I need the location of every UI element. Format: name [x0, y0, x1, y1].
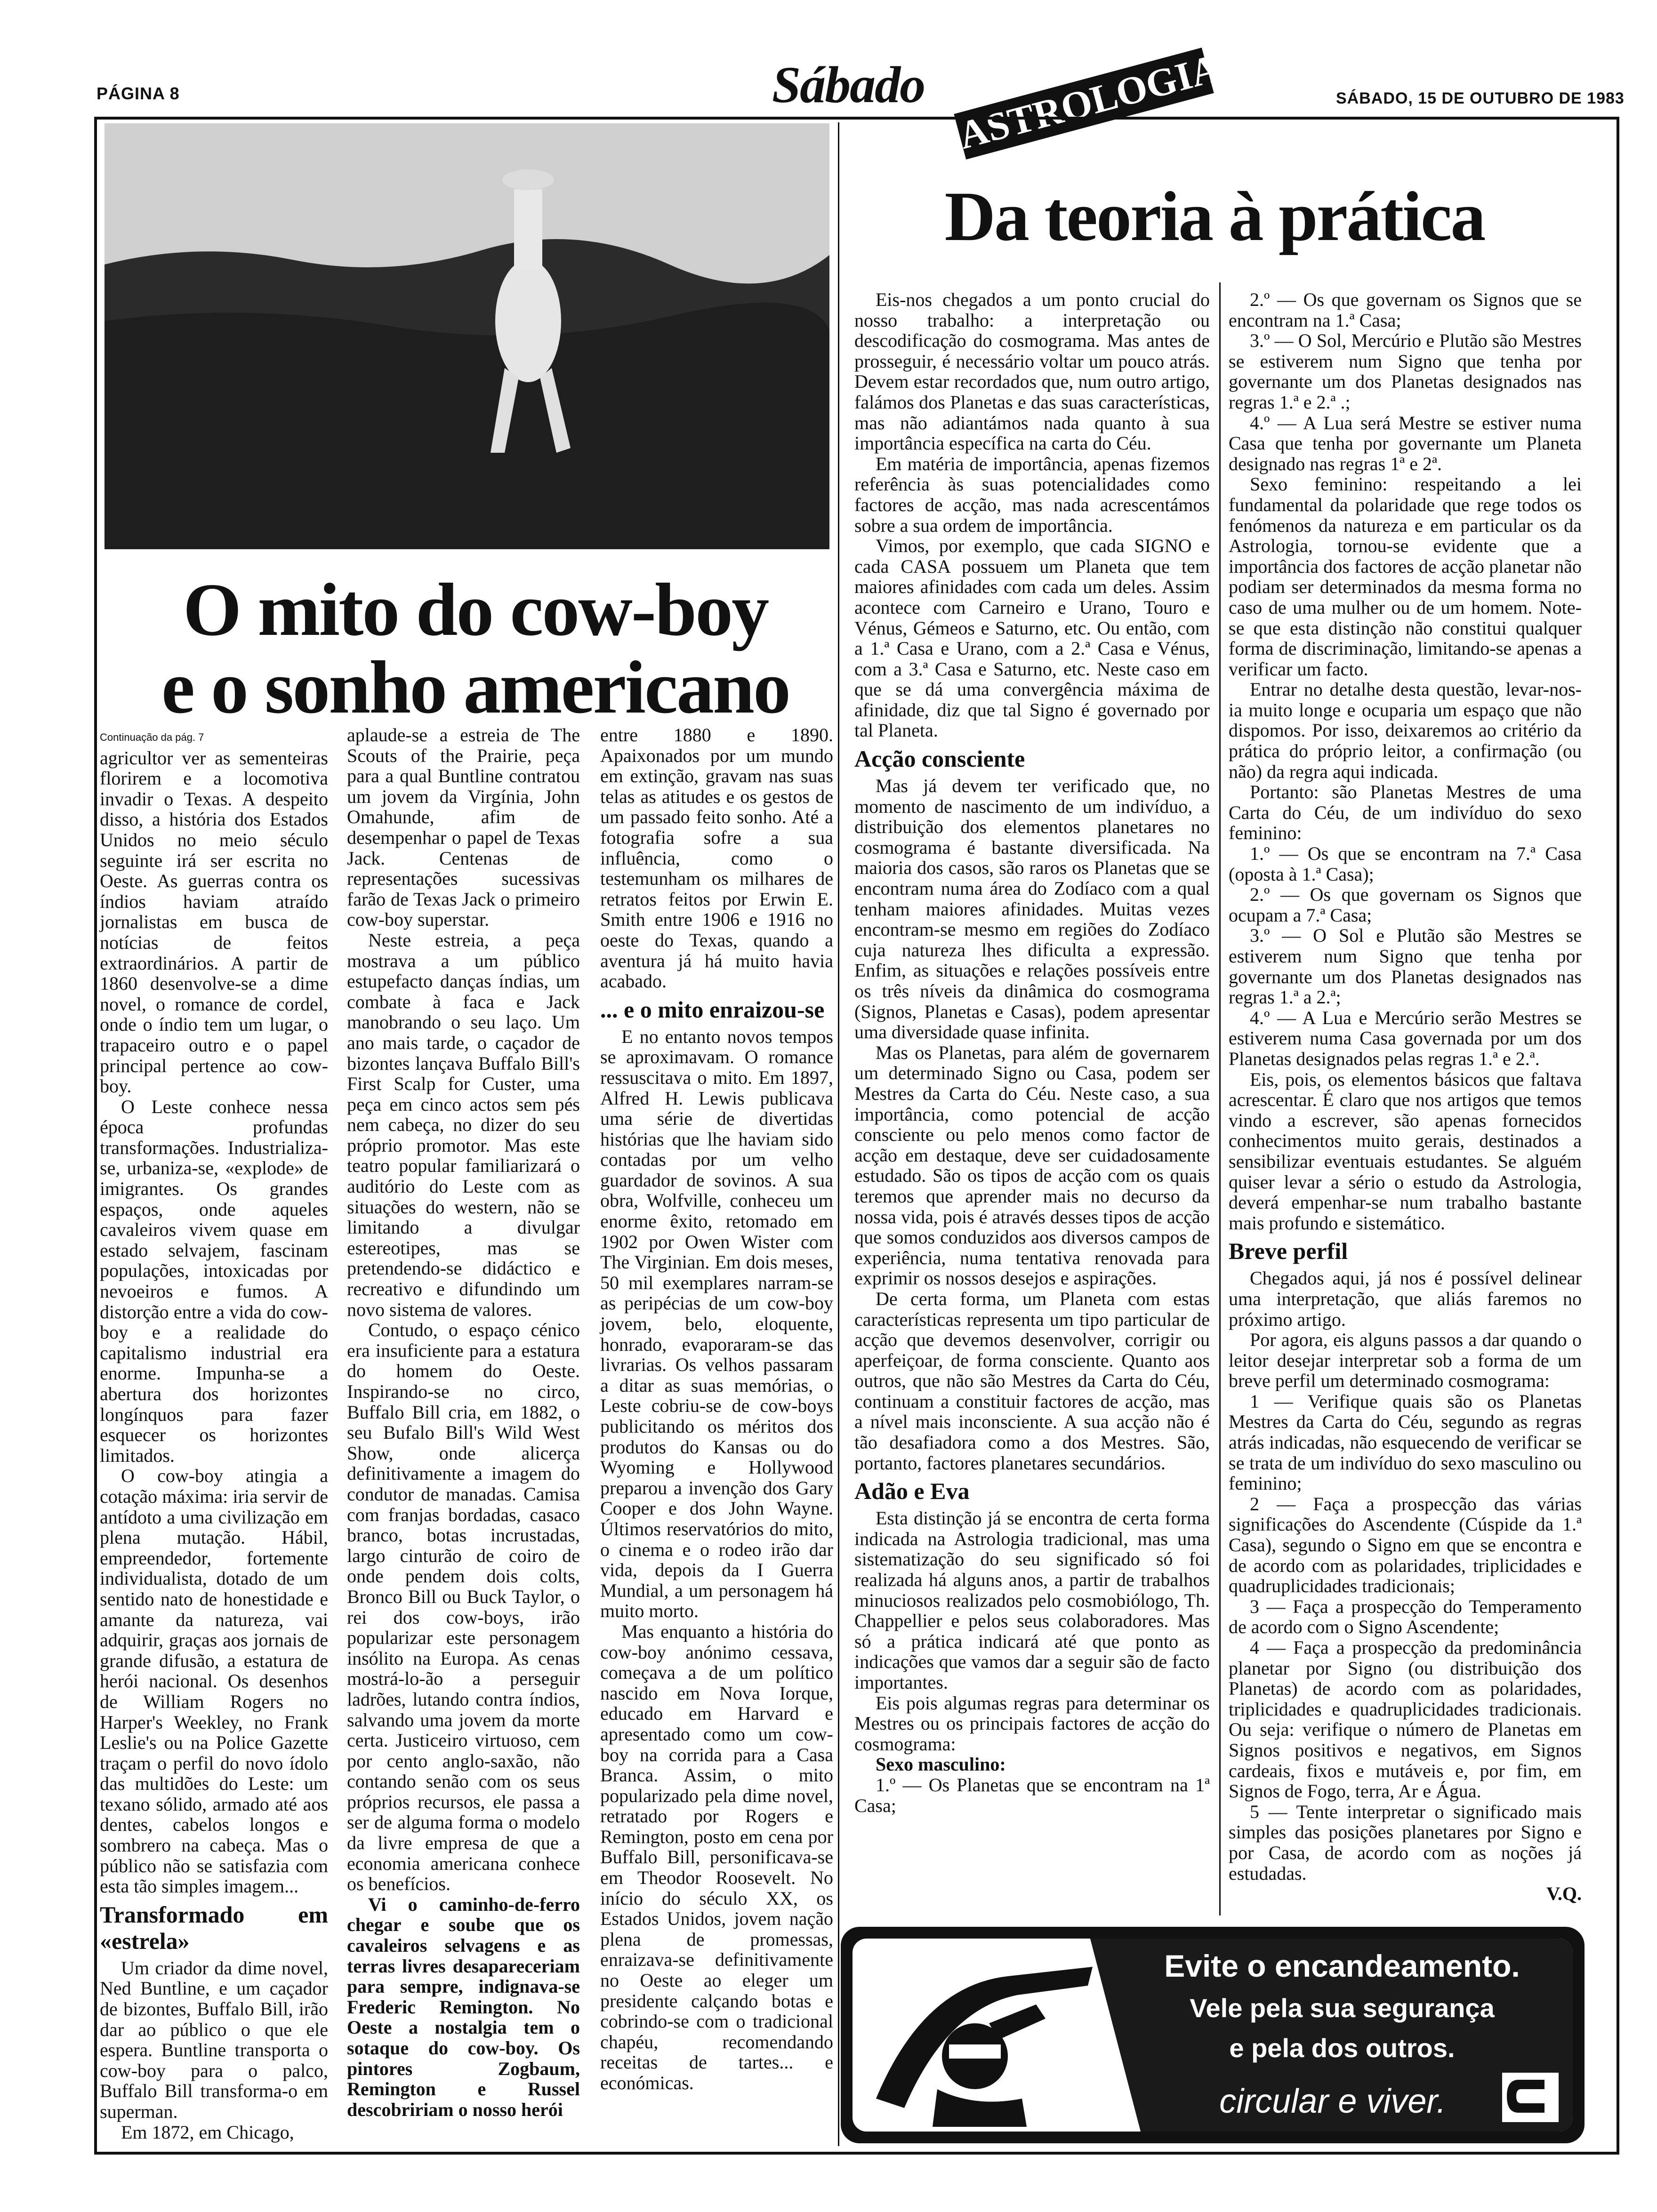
paragraph: O cow-boy atingia a cotação máxima: iria servir de antídoto a uma civilização em plena mutação. Hábil, empreendedor, fortemente individualista, dotado de um sentido nato de honestidade e amante da natureza, vai adquirir, graças aos jornais de grande difusão, a estatura de herói nacional. Os desenhos de William Rogers no Harper's Weekley, no Frank Leslie's ou na Police Gazette traçam o perfil do novo ídolo das multidões do Leste: um texano sólido, armado até aos dentes, cabelos longos e sombrero na cabeça. Mas o público não se satisfazia com esta tão simples imagem... — [100, 1465, 328, 1897]
paragraph: Por agora, eis alguns passos a dar quando o leitor desejar interpretar sob a forma de um breve perfil um determinado cosmograma: — [1229, 1329, 1582, 1392]
paragraph: Mas já devem ter verificado que, no momento de nascimento de um indivíduo, a distribuição dos elementos planetares no cosmograma é bastante diversificada. Na maioria dos casos, são raros os Planetas que se encontram numa área do Zodíaco com a qual tenham maiores afinidades. Muitas vezes encontram-se mesmo em regiões do Zodíaco cuja natureza lhes dificulta a expressão. Enfim, as situações e relações possíveis entre os três níveis da dinâmica do cosmograma (Signos, Planetas e Casas), podem apresentar uma diversidade quase infinita. — [854, 775, 1210, 1043]
ad-panel — [853, 1939, 1573, 2132]
road-safety-ad — [841, 1927, 1585, 2143]
left-col-1 — [100, 727, 328, 2142]
column-rule — [1219, 282, 1221, 1915]
paragraph: entre 1880 e 1890. Apaixonados por um mundo em extinção, gravam nas suas telas as atitudes e os gestos de um passado feito sonho. Até a fotografia sofre a sua influência, como o testemunham os milhares de retratos feitos por Erwin E. Smith entre 1906 e 1916 no oeste do Texas, quando a aventura já há muito havia acabado. — [600, 724, 833, 992]
right-col-4 — [854, 289, 1210, 1816]
label-sexo-masculino: Sexo masculino: — [876, 1754, 1006, 1775]
left-article-title-line1: O mito do cow-boy — [183, 568, 768, 651]
paragraph: Eis pois algumas regras para determinar os Mestres ou os principais factores de acção do cosmograma: — [854, 1692, 1210, 1755]
subheading-transformado: Transformado em «estrela» — [100, 1901, 328, 1954]
paragraph: Em 1872, em Chicago, — [121, 2121, 294, 2143]
paragraph: 3.º — O Sol e Plutão são Mestres se estiverem num Signo que tenha por governante um dos Planetas designados nas regras 1.ª a 2.ª; — [1229, 925, 1582, 1008]
right-col-5 — [1229, 289, 1582, 1904]
subheading-adao-e-eva: Adão e Eva — [854, 1478, 970, 1505]
paragraph: 1.º — Os que se encontram na 7.ª Casa (oposta à 1.ª Casa); — [1229, 843, 1582, 885]
column-rule — [838, 122, 839, 2146]
paragraph: 5 — Tente interpretar o significado mais simples das posições planetares por Signo e por Casa, de acordo com as noções já estudadas. — [1229, 1801, 1582, 1884]
page-number: PÁGINA 8 — [97, 84, 180, 103]
paragraph: 3 — Faça a prospecção do Temperamento de acordo com o Signo Ascendente; — [1229, 1595, 1582, 1638]
paragraph: 4.º — A Lua e Mercúrio serão Mestres se estiverem numa Casa governada por um dos Planetas designados pelas regras 1.ª e 2.ª. — [1229, 1007, 1582, 1069]
paragraph: De certa forma, um Planeta com estas características representa um tipo particular de acção que devemos desenvolver, corrigir ou aperfeiçoar, de forma consciente. Quanto aos outros, que não são Mestres da Carta do Céu, continuam a constituir factores de acção, mas a nível mais inconsciente. A sua acção não é tão desafiadora como a dos Mestres. São, portanto, factores planetares secundários. — [854, 1288, 1210, 1474]
section-stamp-astrologia: ASTROLOGIA — [954, 48, 1214, 160]
paragraph: 1.º — Os Planetas que se encontram na 1ª Casa; — [854, 1774, 1210, 1816]
paragraph: 1 — Verifique quais são os Planetas Mestres da Carta do Céu, segundo as regras atrás indicadas, não esquecendo de verificar se se trata de um indivíduo do sexo masculino ou feminino; — [1229, 1390, 1582, 1494]
paragraph: E no entanto novos tempos se aproximavam. O romance ressuscitava o mito. Em 1897, Alfred H. Lewis publicava uma série de divertidas histórias que lhe haviam sido contadas por um velho guardador de sovinos. A sua obra, Wolfville, conheceu um enorme êxito, retomado em 1902 por Owen Wister com The Virginian. Em dois meses, 50 mil exemplares narram-se as peripécias de um cow-boy jovem, belo, eloquente, honrado, evaporaram-se das livrarias. Os velhos passaram a ditar as suas memórias, o Leste cobriu-se de cow-boys publicitando os méritos dos produtos do Kansas ou do Wyoming e Hollywood preparou a invenção dos Gary Cooper e dos John Wayne. Últimos reservatórios do mito, o cinema e o rodeo irão dar vida, depois da I Guerra Mundial, a um personagem há muito morto. — [600, 1026, 833, 1622]
campaign-logo-icon — [1500, 2070, 1561, 2124]
ad-headline: Evite o encandeamento. — [1164, 1948, 1520, 1983]
paragraph: Mas os Planetas, para além de governarem um determinado Signo ou Casa, podem ser Mestres da Carta do Céu. Neste caso, a sua importância, como potencial de acção consciente ou pelo menos como factor de acção em destaque, deve ser cuidadosamente estudado. São os tipos de acção com os quais teremos que aprender mais no decurso da nossa vida, pois é através desses tipos de acção que somos conduzidos aos diversos campos de experiência, numa tentativa renovada para exprimir os nossos desejos e aspirações. — [854, 1042, 1210, 1289]
left-col-3 — [600, 725, 833, 2093]
paragraph: agricultor ver as sementeiras florirem e a locomotiva invadir o Texas. A despeito disso, a história dos Estados Unidos no meio século seguinte irá ser escrita no Oeste. As guerras contra os índios haviam atraído jornalistas em busca de notícias de feitos extraordinários. A partir de 1860 desenvolve-se a dime novel, o romance de cordel, onde o índio tem um lugar, o trapaceiro outro e o papel principal pertence ao cow-boy. — [100, 747, 328, 1097]
left-article-title-line2: e o sonho americano — [161, 645, 789, 729]
driver-shielding-eyes-icon — [867, 1957, 1102, 2127]
subheading-accao-consciente: Acção consciente — [854, 745, 1025, 772]
paragraph: Um criador da dime novel, Ned Buntline, e um caçador de bizontes, Buffalo Bill, irão dar ao público o que ele espera. Buntline transporta o cow-boy para o palco, Buffalo Bill transforma-o em superman. — [100, 1957, 328, 2122]
paragraph: Em matéria de importância, apenas fizemos referência às suas potencialidades como factores de acção, mas nada acrescentámos sobre a sua ordem de importância. — [854, 453, 1210, 536]
paragraph: Sexo feminino: respeitando a lei fundamental da polaridade que rege todos os fenómenos da natureza e em particular os da Astrologia, tornou-se evidente que a importância dos factores de acção planetar não podiam ser determinados da mesma forma no caso de uma mulher ou de um homem. Note-se que esta distinção não constitui qualquer forma de discriminação, limitando-se apenas a verificar um facto. — [1229, 473, 1582, 680]
newspaper-logo: Sábado — [772, 56, 925, 113]
ad-line-3: e pela dos outros. — [1229, 2033, 1455, 2063]
paragraph: 2.º — Os que governam os Signos que ocupam a 7.ª Casa; — [1229, 884, 1582, 926]
paragraph: Mas enquanto a história do cow-boy anónimo cessava, começava a de um político nascido em Nova Iorque, educado em Harvard e apresentado como um cow-boy na corrida para a Casa Branca. Assim, o mito popularizado pela dime novel, retratado por Rogers e Remington, posto em cena por Buffalo Bill, personificava-se em Theodor Roosevelt. No início do século XX, os Estados Unidos, jovem nação plena de promessas, enraizava-se definitivamente no Oeste ao eleger um presidente calçando botas e cobrindo-se com o tradicional chapéu, recomendando receitas de tartes... e económicas. — [600, 1620, 833, 2093]
paragraph: Chegados aqui, já nos é possível delinear uma interpretação, que aliás faremos no próximo artigo. — [1229, 1267, 1582, 1330]
page-date: SÁBADO, 15 DE OUTUBRO DE 1983 — [1336, 89, 1625, 107]
paragraph: Vi o caminho-de-ferro chegar e soube que os cavaleiros selvagens e as terras livres desapareceriam para sempre, indignava-se Frederic Remington. No Oeste a nostalgia tem o sotaque do cow-boy. Os pintores Zogbaum, Remington e Russel descobririam o nosso herói — [347, 1893, 580, 2120]
paragraph: 4 — Faça a prospecção da predominância planetar por Signo (ou distribuição dos Planetas) de acordo com as polaridades, triplicidades e quadruplicidades tradicionais. Ou seja: verifique o número de Planetas em Signos positivos e negativos, em Signos cardeais, fixos e mutáveis e, por fim, em Signos de Fogo, terra, Ar e Água. — [1229, 1637, 1582, 1802]
paragraph: Contudo, o espaço cénico era insuficiente para a estatura do homem do Oeste. Inspirando-se no circo, Buffalo Bill cria, em 1882, o seu Bufalo Bill's Wild West Show, onde alicerça definitivamente a imagem do condutor de manadas. Camisa com franjas bordadas, casaco branco, botas incrustadas, largo cinturão de coiro de onde pendem dois colts, Bronco Bill ou Buck Taylor, o rei dos cow-boys, irão popularizar este personagem insólito na Europa. As cenas mostrá-lo-ão a perseguir ladrões, lutando contra índios, salvando uma jovem da morte certa. Justiceiro virtuoso, cem por cento anglo-saxão, não contando senão com os seus próprios recursos, ele passa a ser de alguma forma o modelo da livre empresa de que a economia americana conhece os benefícios. — [347, 1319, 580, 1895]
continuation-note: Continuação da pág. 7 — [100, 731, 204, 743]
subheading-mito-enraizou: ... e o mito enraizou-se — [600, 996, 825, 1023]
paragraph: 3.º — O Sol, Mercúrio e Plutão são Mestres se estiverem num Signo que tenha por governante um dos Planetas designados nas regras 1.ª e 2.ª .; — [1229, 330, 1582, 413]
subheading-breve-perfil: Breve perfil — [1229, 1238, 1348, 1265]
ad-line-2: Vele pela sua segurança — [1190, 1993, 1495, 2023]
paragraph: O Leste conhece nessa época profundas transformações. Industrializa-se, urbaniza-se, «explode» de imigrantes. Os grandes espaços, onde aqueles cavaleiros vivem quase em estado selvajem, fascinam populações, intoxicadas por nevoeiros e fumos. A distorção entre a vida do cow-boy e a realidade do capitalismo industrial era enorme. Impunha-se a abertura dos horizontes longínquos para fazer esquecer os horizontes limitados. — [100, 1096, 328, 1466]
paragraph: Eis-nos chegados a um ponto crucial do nosso trabalho: a interpretação ou descodificação do cosmograma. Mas antes de prosseguir, é necessário voltar um pouco atrás. Devem estar recordados que, num outro artigo, falámos dos Planetas e das suas características, mas não adiantámos nada quanto à sua importância específica na carta do Céu. — [854, 289, 1210, 454]
paragraph: Neste estreia, a peça mostrava a um público estupefacto danças índias, um combate à faca e Jack manobrando o seu laço. Um ano mais tarde, o caçador de bizontes lançava Buffalo Bill's First Scalp for Custer, uma peça em cinco actos sem pés nem cabeça, no dizer do seu próprio promotor. Mas este teatro popular familiarizará o auditório do Leste com as situações do western, não se limitando a divulgar estereotipes, mas se pretendendo-se didáctico e recreativo e difundindo um novo sistema de valores. — [347, 929, 580, 1320]
paragraph: Esta distinção já se encontra de certa forma indicada na Astrologia tradicional, mas uma sistematização do seu significado só foi realizada há alguns anos, a partir de trabalhos minuciosos realizados pelo cosmobiólogo, Th. Chappellier e pelos seus colaboradores. Mas só a prática indicará até que ponto as indicações que vamos dar a seguir são de facto importantes. — [854, 1507, 1210, 1693]
paragraph: aplaude-se a estreia de The Scouts of the Prairie, peça para a qual Buntline contratou um jovem da Virgínia, John Omahunde, afim de desempenhar o papel de Texas Jack. Centenas de representações sucessivas farão de Texas Jack o primeiro cow-boy superstar. — [347, 724, 580, 930]
cowboy-photo — [105, 123, 829, 549]
paragraph: Entrar no detalhe desta questão, levar-nos-ia muito longe e ocuparia um espaço que não dispomos. Por isso, deixaremos ao critério da prática do próprio leitor, a confirmação (ou não) da regra aqui indicada. — [1229, 679, 1582, 782]
paragraph: 4.º — A Lua será Mestre se estiver numa Casa que tenha por governante um Planeta designado nas regras 1ª e 2ª. — [1229, 412, 1582, 474]
left-col-2 — [347, 725, 580, 2120]
paragraph: 2 — Faça a prospecção das várias significações do Ascendente (Cúspide da 1.ª Casa), segundo o Signo em que se encontra e de acordo com as polaridades, triplicidades e quadruplicidades tradicionais; — [1229, 1493, 1582, 1597]
paragraph: Vimos, por exemplo, que cada SIGNO e cada CASA possuem um Planeta que tem maiores afinidades com cada um deles. Assim acontece com Carneiro e Urano, Touro e Vénus, Gémeos e Saturno, etc. Ou então, com a 1.ª Casa e Urano, com a 2.ª Casa e Vénus, com a 3.ª Casa e Saturno, etc. Neste caso em que se dá uma convergência máxima de afinidade, diz que tal Signo é governado por tal Planeta. — [854, 535, 1210, 741]
paragraph: Portanto: são Planetas Mestres de uma Carta do Céu, de um indivíduo do sexo feminino: — [1229, 781, 1582, 844]
article-signature: V.Q. — [1546, 1883, 1582, 1905]
right-article-title: Da teoria à prática — [944, 177, 1485, 256]
ad-slogan: circular e viver. — [1219, 2083, 1446, 2120]
paragraph: 2.º — Os que governam os Signos que se encontram na 1.ª Casa; — [1229, 289, 1582, 331]
cowboy-horse-icon — [105, 123, 829, 549]
paragraph: Eis, pois, os elementos básicos que faltava acrescentar. É claro que nos artigos que temos vindo a escrever, são apenas fornecidos conhecimentos muito gerais, destinados a sensibilizar eventuais estudantes. Se alguém quiser levar a sério o estudo da Astrologia, deverá empenhar-se num trabalho bastante mais profundo e sistemático. — [1229, 1068, 1582, 1234]
